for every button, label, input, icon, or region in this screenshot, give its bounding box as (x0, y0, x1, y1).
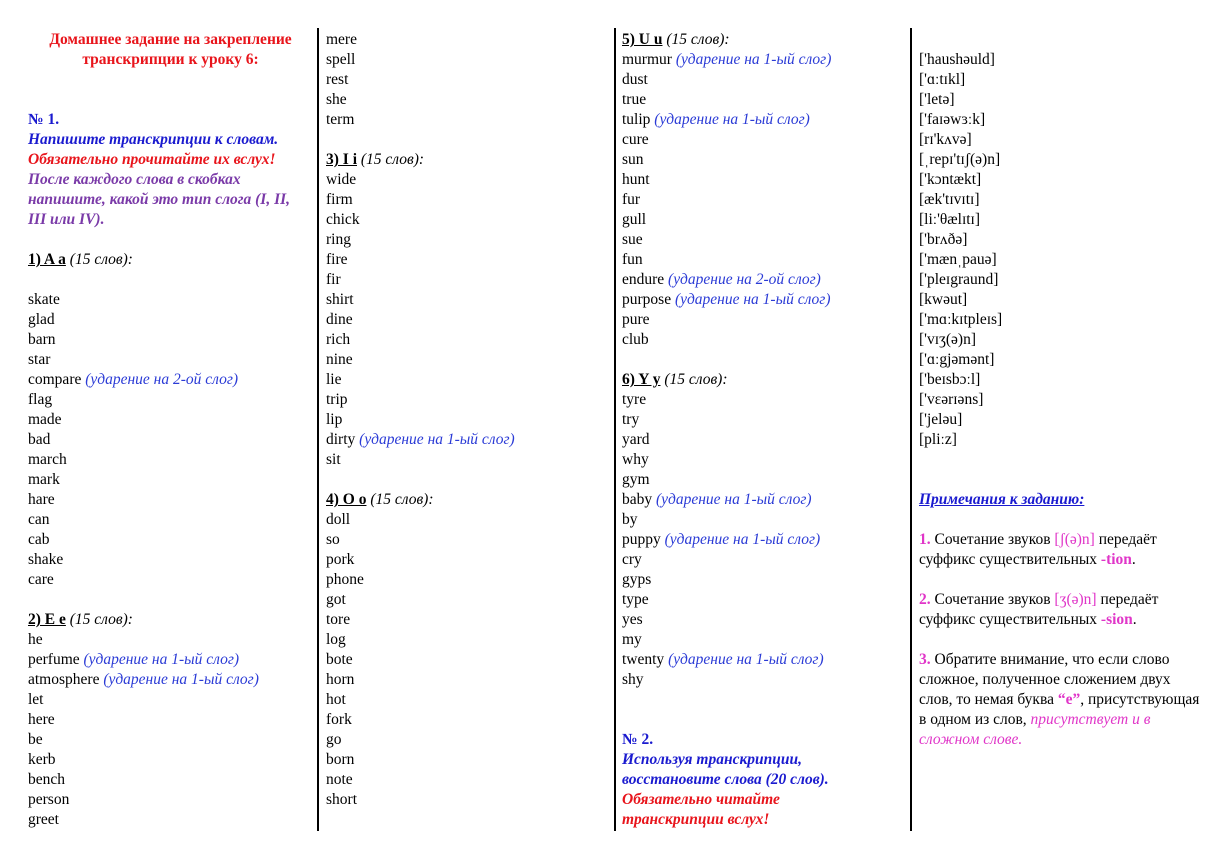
word-item: person (28, 791, 70, 808)
word-item: shy (622, 671, 644, 688)
word-item: wide (326, 171, 357, 188)
word-item: barn (28, 331, 56, 348)
word-item: shirt (326, 291, 354, 308)
column-divider-3 (910, 28, 912, 831)
word-item: doll (326, 511, 351, 528)
word-item: cry (622, 551, 642, 568)
word-item: endure (ударение на 2-ой слог) (622, 271, 821, 288)
word-item: bad (28, 431, 51, 448)
transcription-item: ['vɛərɪəns] (919, 391, 984, 408)
word-item: chick (326, 211, 360, 228)
word-item: fir (326, 271, 341, 288)
word-item: star (28, 351, 51, 368)
task2-instruction-red: Обязательно читайте транскрипции вслух! (622, 791, 780, 828)
word-item: here (28, 711, 55, 728)
section-header-e: 2) E e (15 слов): (28, 611, 133, 628)
word-item: he (28, 631, 43, 648)
word-list-e-continued (326, 30, 611, 130)
word-item: dirty (ударение на 1-ый слог) (326, 431, 515, 448)
column-divider-2 (614, 28, 616, 831)
transcription-item: ['beɪsbɔːl] (919, 371, 981, 388)
word-item: try (622, 411, 640, 428)
word-item: sit (326, 451, 341, 468)
page-title: Домашнее задание на закрепление транскрипции к уроку 6: (49, 31, 292, 68)
word-item: note (326, 771, 353, 788)
column-divider-1 (317, 28, 319, 831)
stress-note: (ударение на 1-ый слог) (654, 111, 810, 128)
word-item: mark (28, 471, 60, 488)
column-3 (622, 30, 907, 830)
stress-note: (ударение на 2-ой слог) (668, 271, 821, 288)
column-1 (28, 30, 313, 830)
word-item: type (622, 591, 649, 608)
word-list-i (326, 170, 611, 470)
word-item: go (326, 731, 342, 748)
transcription-item: ['vɪʒ(ə)n] (919, 331, 977, 348)
word-item: perfume (ударение на 1-ый слог) (28, 651, 240, 668)
transcription-item: [æk'tɪvɪtɪ] (919, 191, 980, 208)
word-item: rich (326, 331, 351, 348)
word-item: yard (622, 431, 650, 448)
word-item: puppy (ударение на 1-ый слог) (622, 531, 821, 548)
transcription-item: [ˌrepɪ'tɪʃ(ə)n] (919, 151, 1001, 168)
word-item: tore (326, 611, 351, 628)
word-item: pure (622, 311, 650, 328)
word-item: bench (28, 771, 66, 788)
column-2 (326, 30, 611, 810)
word-item: tulip (ударение на 1-ый слог) (622, 111, 810, 128)
word-item: twenty (ударение на 1-ый слог) (622, 651, 824, 668)
word-item: born (326, 751, 355, 768)
word-item: so (326, 531, 340, 548)
word-item: greet (28, 811, 59, 828)
word-item: phone (326, 571, 364, 588)
column-4 (919, 30, 1204, 750)
section-header-i: 3) I i (15 слов): (326, 151, 425, 168)
word-item: can (28, 511, 50, 528)
task2-instruction-blue: Используя транскрипции, восстановите слова (20 слов). (622, 751, 829, 788)
task1-instruction-purple: После каждого слова в скобках напишите, какой это тип слога (I, II, III или IV). (28, 171, 291, 228)
transcription-item: [pliːz] (919, 431, 957, 448)
word-item: skate (28, 291, 60, 308)
note-1: 1. Сочетание звуков [ʃ(ə)n] передаёт суффикс существительных -tion. (919, 531, 1157, 568)
section-header-o: 4) O o (15 слов): (326, 491, 434, 508)
word-item: gym (622, 471, 650, 488)
transcription-item: ['kɔntækt] (919, 171, 982, 188)
task2-number: № 2. (622, 731, 654, 748)
word-item: sun (622, 151, 644, 168)
word-item: pork (326, 551, 355, 568)
word-item: purpose (ударение на 1-ый слог) (622, 291, 831, 308)
word-item: by (622, 511, 638, 528)
word-item: spell (326, 51, 356, 68)
section-header-u: 5) U u (15 слов): (622, 31, 730, 48)
transcription-item: [liː'θælɪtɪ] (919, 211, 981, 228)
note-3: 3. Обратите внимание, что если слово сложное, полученное сложением двух слов, то немая буква “е”, присутствующая в одном из слов, присутствует и в сложном слове. (919, 651, 1200, 748)
word-item: let (28, 691, 44, 708)
word-item: fur (622, 191, 641, 208)
word-item: lie (326, 371, 342, 388)
word-item: mere (326, 31, 357, 48)
word-item: short (326, 791, 357, 808)
word-item: club (622, 331, 649, 348)
word-list-a (28, 290, 313, 590)
note-2: 2. Сочетание звуков [ʒ(ə)n] передаёт суффикс существительных -sion. (919, 591, 1159, 628)
stress-note: (ударение на 1-ый слог) (656, 491, 812, 508)
word-item: atmosphere (ударение на 1-ый слог) (28, 671, 259, 688)
stress-note: (ударение на 1-ый слог) (83, 651, 240, 668)
stress-note: (ударение на 1-ый слог) (668, 651, 824, 668)
notes-title: Примечания к заданию: (919, 491, 1085, 508)
word-item: rest (326, 71, 349, 88)
word-item: fire (326, 251, 348, 268)
word-item: glad (28, 311, 55, 328)
word-item: log (326, 631, 346, 648)
word-item: sue (622, 231, 643, 248)
transcription-item: ['pleɪgraund] (919, 271, 999, 288)
task1-number: № 1. (28, 111, 60, 128)
word-item: flag (28, 391, 53, 408)
task1-instruction-red: Обязательно прочитайте их вслух! (28, 151, 276, 168)
word-item: hot (326, 691, 346, 708)
word-item: lip (326, 411, 343, 428)
word-item: term (326, 111, 355, 128)
word-item: gull (622, 211, 647, 228)
stress-note: (ударение на 1-ый слог) (103, 671, 259, 688)
stress-note: (ударение на 1-ый слог) (664, 531, 821, 548)
word-item: fun (622, 251, 643, 268)
word-item: compare (ударение на 2-ой слог) (28, 371, 239, 388)
transcription-item: ['faɪəwɜːk] (919, 111, 986, 128)
word-item: made (28, 411, 62, 428)
stress-note: (ударение на 1-ый слог) (359, 431, 515, 448)
word-item: true (622, 91, 647, 108)
stress-note: (ударение на 2-ой слог) (85, 371, 239, 388)
transcription-item: ['ɑːgjəmənt] (919, 351, 995, 368)
word-item: yes (622, 611, 643, 628)
word-list-y (622, 390, 907, 690)
word-item: dust (622, 71, 648, 88)
transcription-item: ['brʌðə] (919, 231, 968, 248)
transcription-list (919, 50, 1204, 450)
word-item: tyre (622, 391, 647, 408)
word-item: be (28, 731, 43, 748)
stress-note: (ударение на 1-ый слог) (674, 291, 831, 308)
word-item: she (326, 91, 347, 108)
word-list-u (622, 50, 907, 350)
word-item: nine (326, 351, 353, 368)
transcription-item: [rɪ'kʌvə] (919, 131, 972, 148)
transcription-item: ['ɑːtɪkl] (919, 71, 966, 88)
word-item: baby (ударение на 1-ый слог) (622, 491, 812, 508)
word-item: shake (28, 551, 64, 568)
transcription-item: ['haushəuld] (919, 51, 995, 68)
transcription-item: ['letə] (919, 91, 955, 108)
word-item: why (622, 451, 649, 468)
transcription-item: [kwəut] (919, 291, 968, 308)
word-item: care (28, 571, 54, 588)
transcription-item: ['mɑːkɪtpleɪs] (919, 311, 1003, 328)
word-list-e (28, 630, 313, 830)
word-item: ring (326, 231, 351, 248)
task1-instruction-blue: Напишите транскрипции к словам. (28, 131, 279, 148)
word-item: hunt (622, 171, 650, 188)
word-item: cure (622, 131, 649, 148)
word-item: my (622, 631, 642, 648)
word-item: gyps (622, 571, 652, 588)
word-item: horn (326, 671, 355, 688)
word-item: got (326, 591, 346, 608)
word-list-o (326, 510, 611, 810)
word-item: fork (326, 711, 352, 728)
word-item: kerb (28, 751, 56, 768)
section-header-y: 6) Y y (15 слов): (622, 371, 728, 388)
word-item: trip (326, 391, 348, 408)
transcription-item: ['mænˌpauə] (919, 251, 997, 268)
word-item: firm (326, 191, 353, 208)
transcription-item: ['jeləu] (919, 411, 963, 428)
word-item: murmur (ударение на 1-ый слог) (622, 51, 832, 68)
word-item: cab (28, 531, 50, 548)
stress-note: (ударение на 1-ый слог) (675, 51, 832, 68)
word-item: hare (28, 491, 55, 508)
word-item: bote (326, 651, 353, 668)
section-header-a: 1) A a (15 слов): (28, 251, 133, 268)
word-item: dine (326, 311, 353, 328)
word-item: march (28, 451, 67, 468)
